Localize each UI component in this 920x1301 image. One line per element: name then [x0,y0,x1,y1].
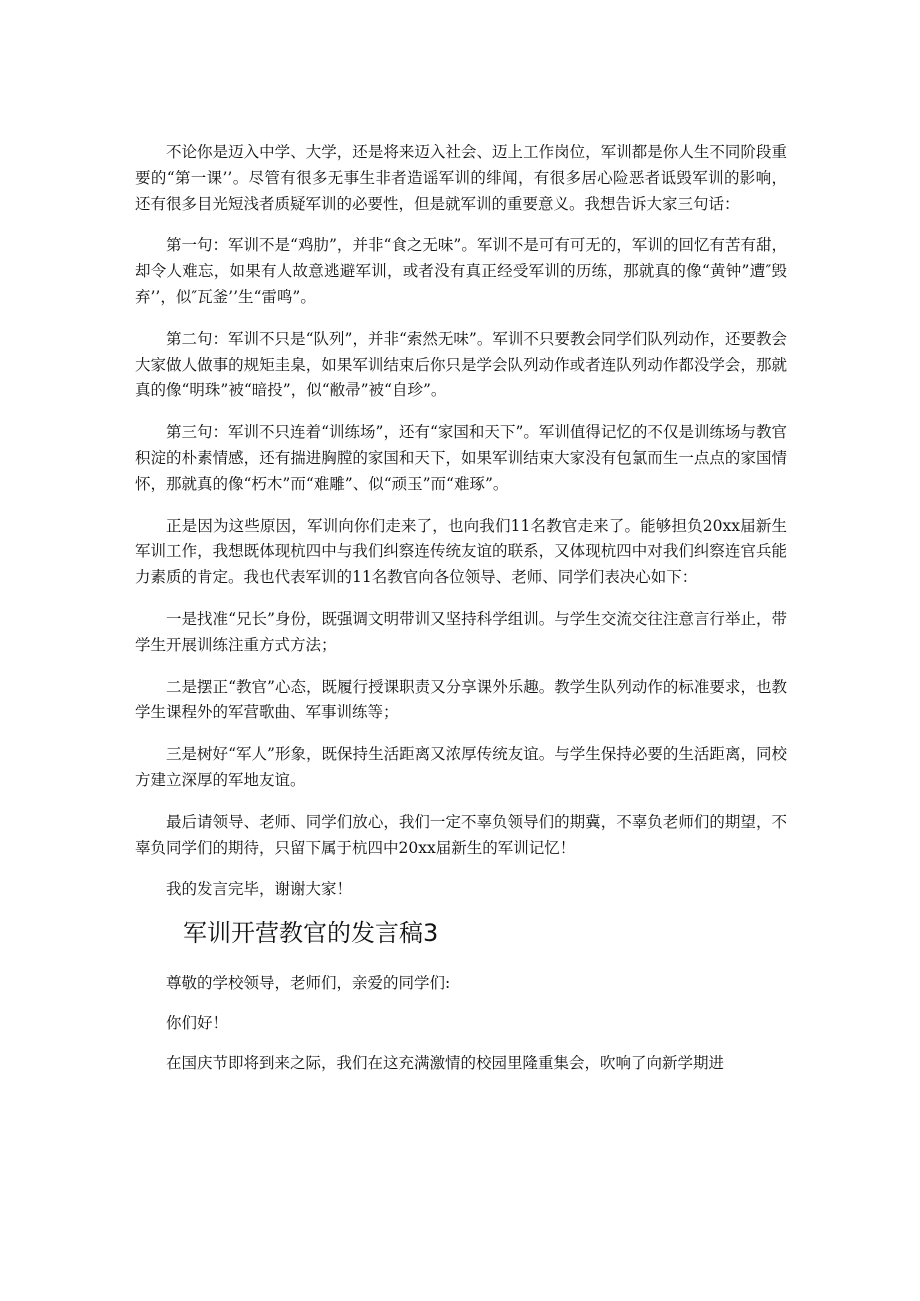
paragraph-salutation: 尊敬的学校领导，老师们，亲爱的同学们: [166,974,451,993]
section-heading: 军训开营教官的发言稿3 [183,919,439,948]
paragraph-first-sentence: 第一句：军训不是“鸡肋”，并非“食之无味”。军训不是可有可无的，军训的回忆有苦有甜，却令人难忘，如果有人故意逃避军训，或者没有真正经受军训的历练，那就真的像“黄钟”遭″毁弃’’，似″瓦釜’’生“雷鸣”。 [135,236,787,306]
paragraph-pledge-one: 一是找准“兄长”身份，既强调文明带训又坚持科学组训。与学生交流交往注意言行举止，带学生开展训练注重方式方法； [135,609,787,654]
paragraph-end-of-speech: 我的发言完毕，谢谢大家！ [166,880,353,899]
paragraph-closing: 最后请领导、老师、同学们放心，我们一定不辜负领导们的期冀，不辜负老师们的期望，不辜负同学们的期待，只留下属于杭四中20xx届新生的军训记忆！ [135,812,787,857]
paragraph-pledge-three: 三是树好“军人”形象，既保持生活距离又浓厚传统友谊。与学生保持必要的生活距离，同校方建立深厚的军地友谊。 [135,745,787,789]
document-body [135,140,787,1093]
paragraph-pledge-two: 二是摆正“教官”心态，既履行授课职责又分享课外乐趣。教学生队列动作的标准要求，也教学生课程外的军营歌曲、军事训练等； [135,677,787,722]
paragraph-reasons: 正是因为这些原因，军训向你们走来了，也向我们11名教官走来了。能够担负20xx届新生军训工作，我想既体现杭四中与我们纠察连传统友谊的联系，又体现杭四中对我们纠察连官兵能力素质的肯定。我也代表军训的11名教官向各位领导、老师、同学们表决心如下： [135,516,787,587]
paragraph-greeting: 你们好！ [166,1013,229,1032]
paragraph-second-sentence: 第二句：军训不只是“队列”，并非“索然无味”。军训不只要教会同学们队列动作，还要教会大家做人做事的规矩圭臬，如果军训结束后你只是学会队列动作或者连队列动作都没学会，那就真的像“明珠”被“暗投”，似“敝帚”被“自珍”。 [135,329,787,400]
paragraph-third-sentence: 第三句：军训不只连着“训练场”，还有“家国和天下”。军训值得记忆的不仅是训练场与教官积淀的朴素情感，还有揣进胸膛的家国和天下，如果军训结束大家没有包氯而生一点点的家国情怀，那就真的像“朽木”而“难雕”、似“顽玉”而“难琢”。 [135,423,787,493]
paragraph-opening: 在国庆节即将到来之际，我们在这充满激情的校园里隆重集会，吹响了向新学期进 [166,1053,725,1072]
paragraph-intro: 不论你是迈入中学、大学，还是将来迈入社会、迈上工作岗位，军训都是你人生不同阶段重要的“第一课’’。尽管有很多无事生非者造谣军训的绯闻，有很多居心险恶者诋毁军训的影响，还有很多目光短浅者质疑军训的必要性，但是就军训的重要意义。我想告诉大家三句话： [135,143,787,213]
